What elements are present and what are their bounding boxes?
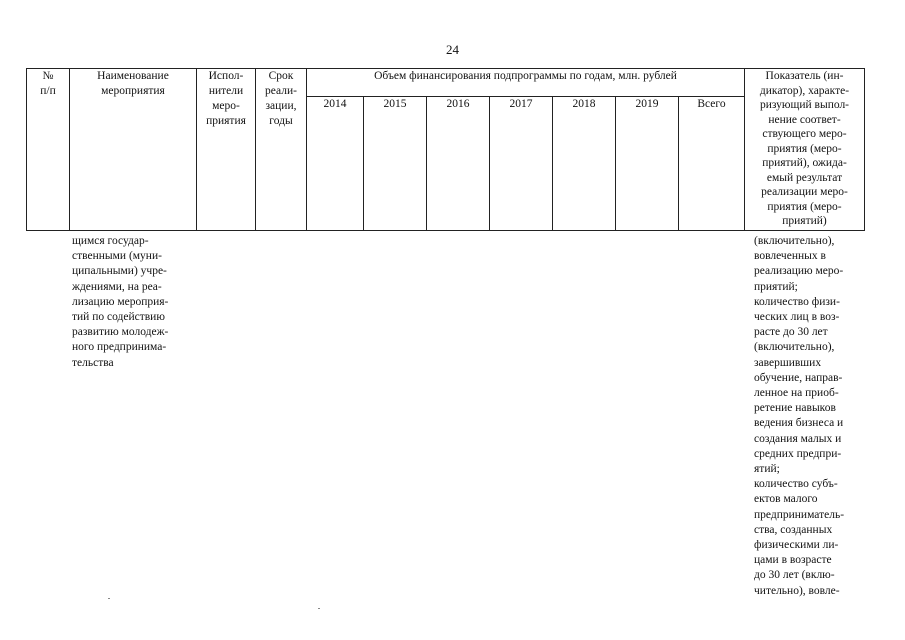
header-year-2019: 2019 bbox=[616, 97, 679, 231]
page-number: 24 bbox=[446, 42, 459, 57]
text-line: лизацию мероприя- bbox=[72, 295, 169, 308]
text-line: ства, созданных bbox=[754, 523, 833, 536]
text-line: предприниматель- bbox=[754, 508, 845, 521]
text-line: обучение, направ- bbox=[754, 371, 843, 384]
header-year-2017: 2017 bbox=[490, 97, 553, 231]
text-line: ципальными) учре- bbox=[72, 265, 167, 278]
text-line: ектов малого bbox=[754, 493, 818, 506]
text-line: вовлеченных в bbox=[754, 250, 826, 263]
header-year-2016: 2016 bbox=[427, 97, 490, 231]
text-line: ленное на приоб- bbox=[754, 387, 839, 400]
text-line: ческих лиц в воз- bbox=[754, 311, 840, 324]
text-line: средних предпри- bbox=[754, 447, 842, 460]
header-term: Срок реали- зации, годы bbox=[256, 69, 307, 231]
header-num: № п/п bbox=[27, 69, 70, 231]
header-year-2015: 2015 bbox=[364, 97, 427, 231]
text-line: развитию молодеж- bbox=[72, 326, 169, 339]
header-total: Всего bbox=[679, 97, 745, 231]
header-executors: Испол- нители меро- приятия bbox=[197, 69, 256, 231]
text-line: цами в возрасте bbox=[754, 554, 832, 567]
text-line: тий по содействию bbox=[72, 311, 165, 324]
text-line: до 30 лет (вклю- bbox=[754, 569, 835, 582]
text-line: чительно), вовле- bbox=[754, 584, 840, 597]
indicator-continuation bbox=[754, 234, 861, 599]
text-line: расте до 30 лет bbox=[754, 326, 828, 339]
program-table bbox=[26, 68, 865, 231]
text-line: ретение навыков bbox=[754, 402, 836, 415]
text-line: ждениями, на реа- bbox=[72, 280, 162, 293]
scan-speck bbox=[318, 608, 320, 609]
measure-name-continuation bbox=[72, 234, 192, 371]
scan-speck bbox=[108, 598, 110, 599]
text-line: количество физи- bbox=[754, 295, 840, 308]
text-line: (включительно), bbox=[754, 235, 835, 247]
text-line: тельства bbox=[72, 356, 114, 369]
text-line: (включительно), bbox=[754, 341, 835, 354]
text-line: количество субъ- bbox=[754, 478, 838, 491]
text-line: щимся государ- bbox=[72, 235, 149, 247]
header-funding: Объем финансирования подпрограммы по годам, млн. рублей bbox=[307, 69, 745, 97]
header-name: Наименование мероприятия bbox=[70, 69, 197, 231]
text-line: завершивших bbox=[754, 356, 822, 369]
text-line: приятий; bbox=[754, 280, 798, 293]
header-indicator: Показатель (ин- дикатор), характе- ризующий выпол- нение соответ- ствующего меро- приятия (меро- приятий), ожида- емый результат реализации меро- приятия (меро- приятий) bbox=[745, 69, 865, 231]
text-line: ятий; bbox=[754, 463, 780, 476]
text-line: создания малых и bbox=[754, 432, 842, 445]
text-line: реализацию меро- bbox=[754, 265, 844, 278]
text-line: ного предпринима- bbox=[72, 341, 167, 354]
header-year-2014: 2014 bbox=[307, 97, 364, 231]
text-line: ведения бизнеса и bbox=[754, 417, 844, 430]
header-year-2018: 2018 bbox=[553, 97, 616, 231]
text-line: ственными (муни- bbox=[72, 250, 162, 263]
text-line: физическими ли- bbox=[754, 539, 839, 552]
